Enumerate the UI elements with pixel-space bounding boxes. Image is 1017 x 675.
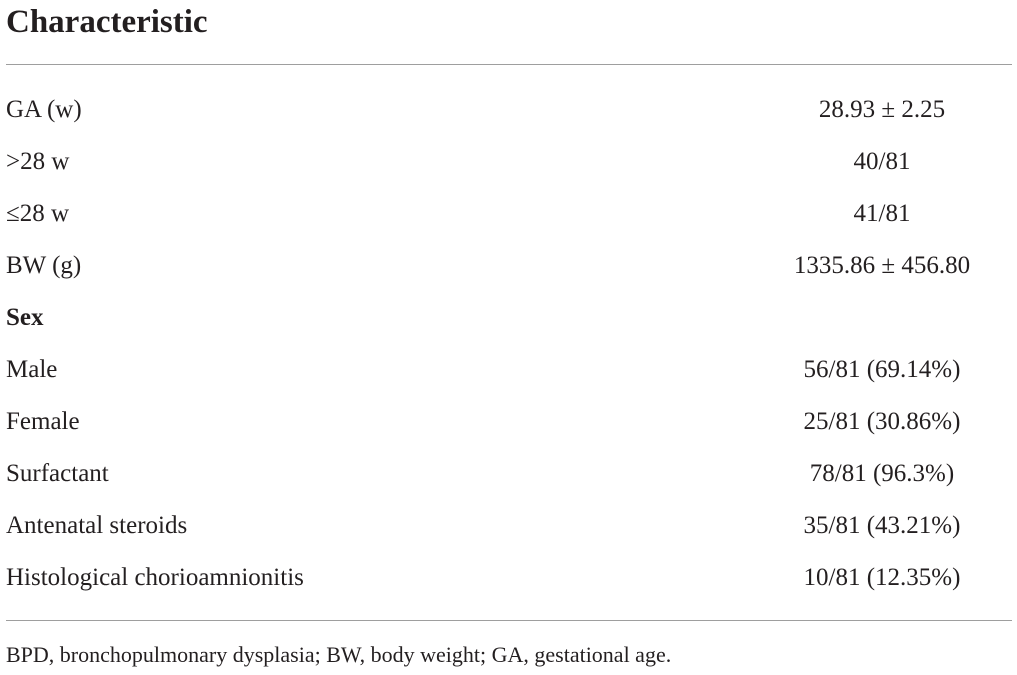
table-row-male	[6, 344, 1012, 396]
table-row-ga-over-28	[6, 136, 1012, 188]
row-value: 1335.86 ± 456.80	[793, 252, 971, 279]
table-row-bw	[6, 240, 1012, 292]
row-label: >28 w	[6, 148, 70, 175]
row-label: Female	[6, 408, 80, 435]
row-value: 10/81 (12.35%)	[803, 564, 961, 591]
row-value: 28.93 ± 2.25	[818, 96, 946, 123]
row-label: GA (w)	[6, 96, 82, 123]
section-label: Sex	[6, 304, 44, 331]
table-row-antenatal-steroids	[6, 500, 1012, 552]
row-value: 56/81 (69.14%)	[803, 356, 961, 383]
row-label: Surfactant	[6, 460, 109, 487]
row-value: 25/81 (30.86%)	[803, 408, 961, 435]
table-body	[6, 84, 1012, 604]
row-value: 40/81	[853, 148, 911, 175]
row-label: ≤28 w	[6, 200, 70, 227]
row-value: 35/81 (43.21%)	[803, 512, 961, 539]
table-header-characteristic: Characteristic	[6, 4, 208, 40]
table-row-female	[6, 396, 1012, 448]
table-footnote: BPD, bronchopulmonary dysplasia; BW, body weight; GA, gestational age.	[6, 642, 672, 667]
row-value: 41/81	[853, 200, 911, 227]
header-divider	[6, 64, 1012, 65]
table-row-surfactant	[6, 448, 1012, 500]
row-label: BW (g)	[6, 252, 82, 279]
footer-divider	[6, 620, 1012, 621]
row-label: Antenatal steroids	[6, 512, 188, 539]
row-label: Male	[6, 356, 58, 383]
row-value: 78/81 (96.3%)	[809, 460, 955, 487]
table-row-histological-chorioamnionitis	[6, 552, 1012, 604]
table-row-ga-under-28	[6, 188, 1012, 240]
table-section-sex	[6, 292, 1012, 344]
table-row-ga	[6, 84, 1012, 136]
row-label: Histological chorioamnionitis	[6, 564, 304, 591]
